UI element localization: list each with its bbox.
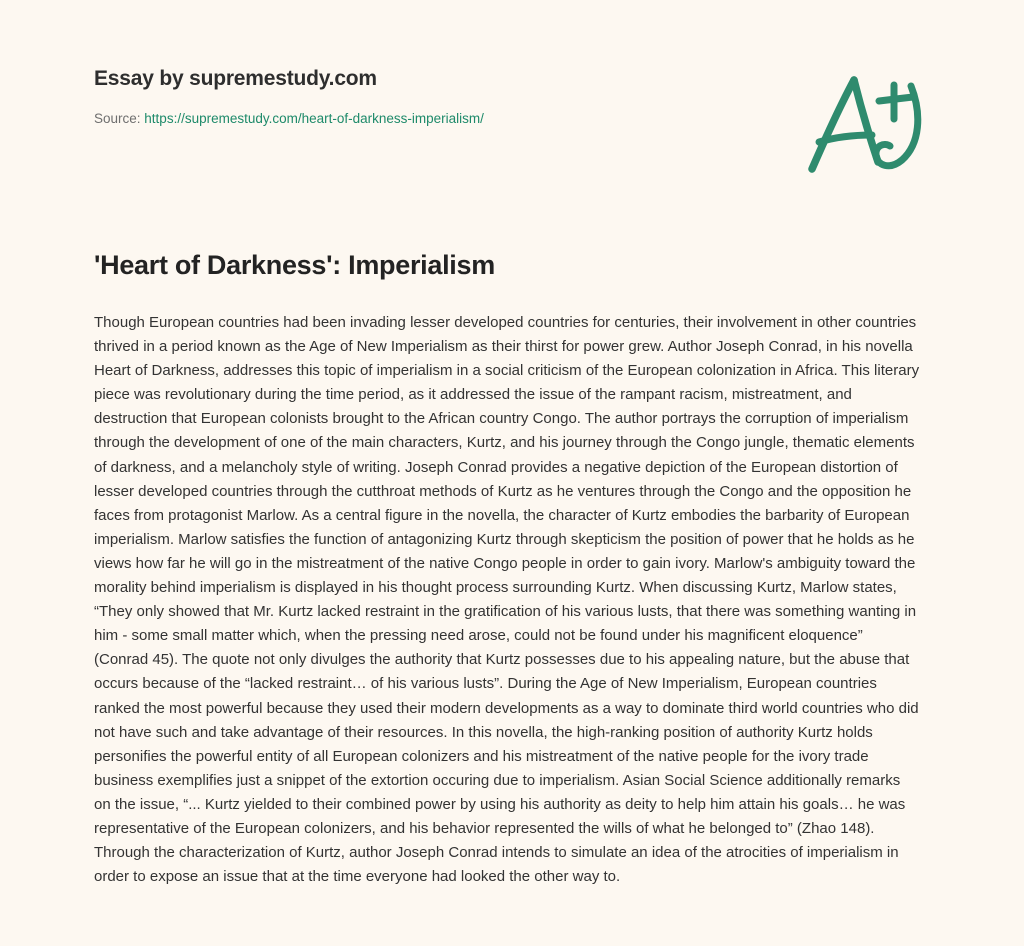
header-text-block (94, 66, 484, 128)
essay-paragraph: Though European countries had been invading lesser developed countries for centuries, their involvement in other countries thrived in a period known as the Age of New Imperialism as their thirst for power grew. Author Joseph Conrad, in his novella Heart of Darkness, addresses this topic of imperialism in a social criticism of the European colonization in Africa. This literary piece was revolutionary during the time period, as it addressed the issue of the rampant racism, mistreatment, and destruction that European colonists brought to the African country Congo. The author portrays the corruption of imperialism through the development of one of the main characters, Kurtz, and his journey through the Congo jungle, thematic elements of darkness, and a melancholy style of writing. Joseph Conrad provides a negative depiction of the European distortion of lesser developed countries through the cutthroat methods of Kurtz as he ventures through the Congo and the opposition he faces from protagonist Marlow. As a central figure in the novella, the character of Kurtz embodies the barbarity of European imperialism. Marlow satisfies the function of antagonizing Kurtz through skepticism the position of power that he holds as he views how far he will go in the mistreatment of the native Congo people in order to gain ivory. Marlow's ambiguity toward the morality behind imperialism is displayed in his thought process surrounding Kurtz. When discussing Kurtz, Marlow states, “They only showed that Mr. Kurtz lacked restraint in the gratification of his various lusts, that there was something wanting in him - some small matter which, when the pressing need arose, could not be found under his magnificent eloquence” (Conrad 45). The quote not only divulges the authority that Kurtz possesses due to his appealing nature, but the abuse that occurs because of the “lacked restraint… of his various lusts”. During the Age of New Imperialism, European countries ranked the most powerful because they used their modern developments as a way to dominate third world countries who did not have such and take advantage of their resources. In this novella, the high-ranking position of authority Kurtz holds personifies the powerful entity of all European colonizers and his mistreatment of the native people for the ivory trade business exemplifies just a snippet of the extortion occuring due to imperialism. Asian Social Science additionally remarks on the issue, “... Kurtz yielded to their combined power by using his authority as deity to help him attain his goals… he was representative of the European colonizers, and his behavior represented the wills of what he belonged to” (Zhao 148). Through the characterization of Kurtz, author Joseph Conrad intends to simulate an idea of the atrocities of imperialism in order to expose an issue that at the time everyone had looked the other way to. (94, 314, 920, 886)
a-plus-logo-icon (798, 66, 930, 178)
essay-body (94, 311, 920, 903)
a-plus-logo (798, 66, 930, 178)
source-label: Source: (94, 111, 141, 126)
page-title: 'Heart of Darkness': Imperialism (94, 250, 495, 280)
source-url-link[interactable]: https://supremestudy.com/heart-of-darkness-imperialism/ (144, 111, 484, 126)
page-header (94, 66, 930, 186)
essay-byline: Essay by supremestudy.com (94, 67, 377, 90)
source-line (94, 92, 484, 128)
